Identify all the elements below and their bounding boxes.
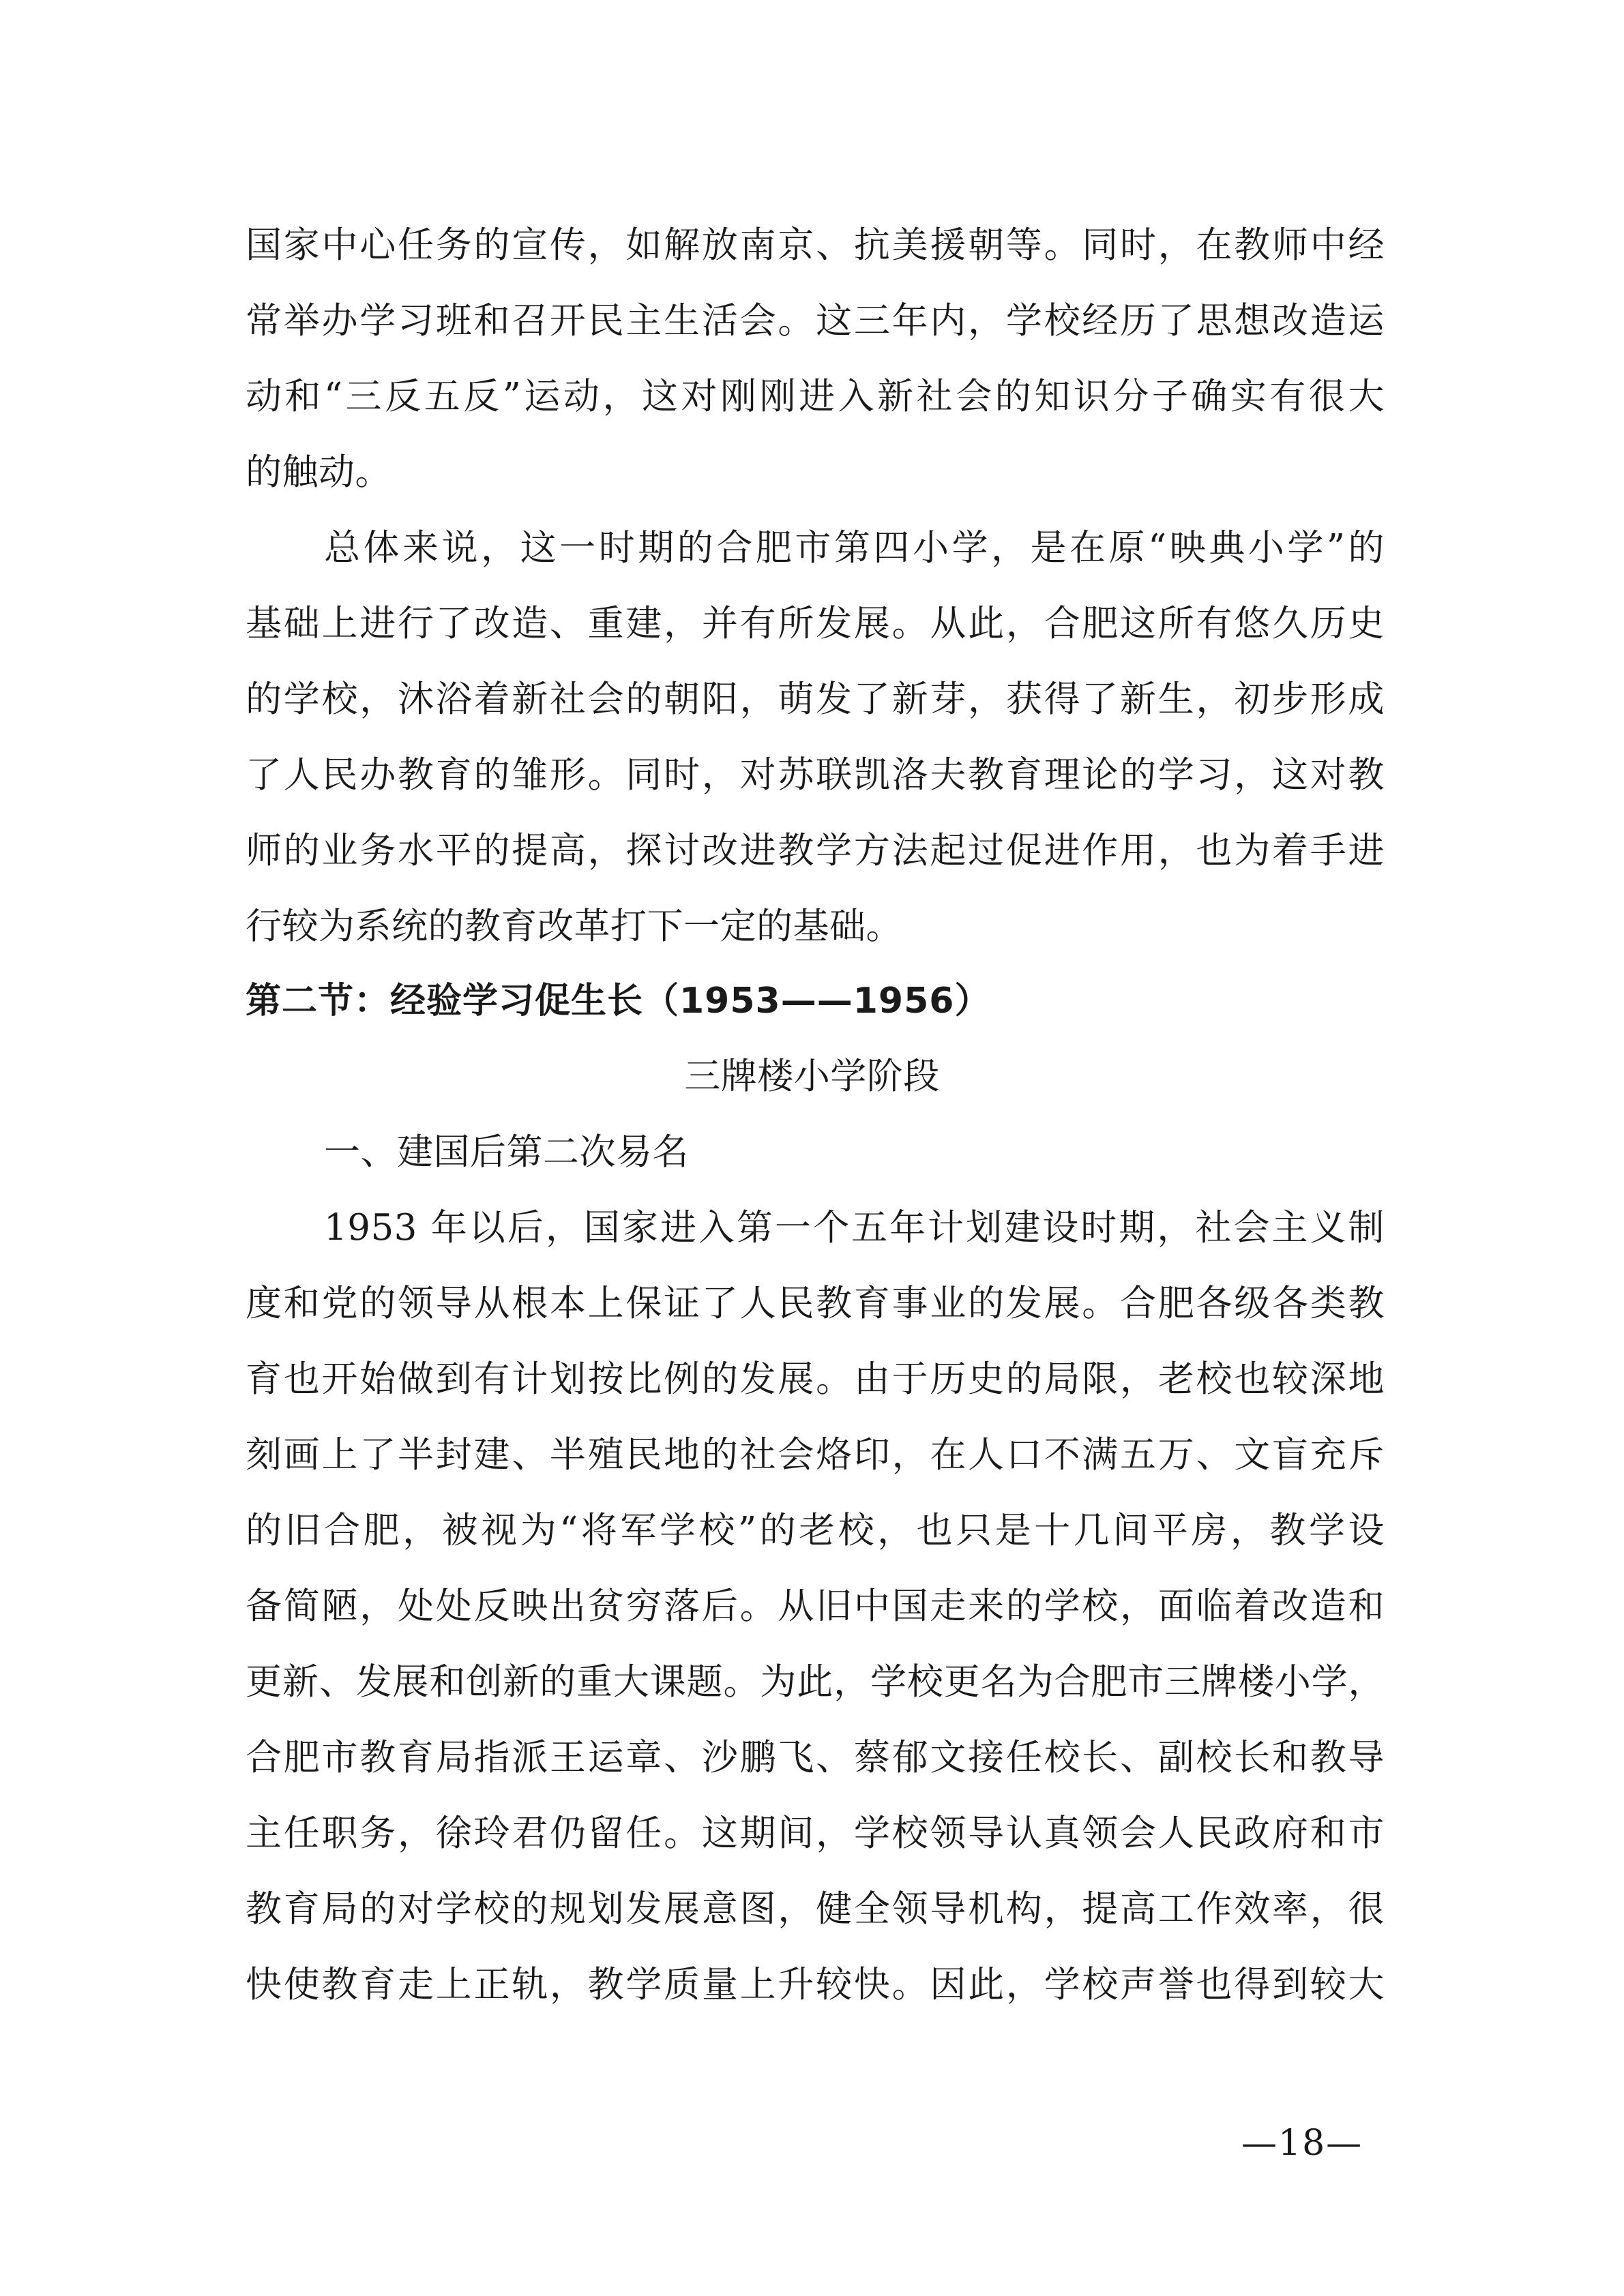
text-line: 的旧合肥，被视为“将军学校”的老校，也只是十几间平房，教学设 (246, 1510, 1385, 1551)
section-heading: 第二节：经验学习促生长（1953——1956） (246, 981, 991, 1022)
text-line: 国家中心任务的宣传，如解放南京、抗美援朝等。同时，在教师中经 (246, 224, 1385, 266)
text-line: 师的业务水平的提高，探讨改进教学方法起过促进作用，也为着手进 (246, 830, 1385, 871)
text-line: 更新、发展和创新的重大课题。为此，学校更名为合肥市三牌楼小学， (246, 1661, 1385, 1703)
text-line: 常举办学习班和召开民主生活会。这三年内，学校经历了思想改造运 (246, 300, 1385, 342)
text-line: 基础上进行了改造、重建，并有所发展。从此，合肥这所有悠久历史 (246, 603, 1385, 644)
text-line: 合肥市教育局指派王运章、沙鹏飞、蔡郁文接任校长、副校长和教导 (246, 1737, 1385, 1778)
text-line: 的学校，沐浴着新社会的朝阳，萌发了新芽，获得了新生，初步形成 (246, 679, 1385, 720)
page-number: —18— (1241, 2123, 1363, 2164)
text-line: 育也开始做到有计划按比例的发展。由于历史的局限，老校也较深地 (246, 1358, 1385, 1400)
text-line: 的触动。 (246, 451, 392, 493)
section-subtitle: 三牌楼小学阶段 (684, 1056, 940, 1097)
text-line: 备简陋，处处反映出贫穷落后。从旧中国走来的学校，面临着改造和 (246, 1585, 1385, 1627)
text-line: 刻画上了半封建、半殖民地的社会烙印，在人口不满五万、文盲充斥 (246, 1434, 1385, 1476)
text-line: 主任职务，徐玲君仍留任。这期间，学校领导认真领会人民政府和市 (246, 1813, 1385, 1854)
text-line: 了人民办教育的雏形。同时，对苏联凯洛夫教育理论的学习，这对教 (246, 754, 1385, 796)
paragraph-first-line: 1953 年以后，国家进入第一个五年计划建设时期，社会主义制 (324, 1207, 1385, 1249)
text-line: 教育局的对学校的规划发展意图，健全领导机构，提高工作效率，很 (246, 1888, 1385, 1930)
subsection-heading: 一、建国后第二次易名 (324, 1131, 689, 1173)
text-line: 度和党的领导从根本上保证了人民教育事业的发展。合肥各级各类教 (246, 1283, 1385, 1324)
text-line: 动和“三反五反”运动，这对刚刚进入新社会的知识分子确实有很大 (246, 376, 1385, 417)
text-line: 快使教育走上正轨，教学质量上升较快。因此，学校声誉也得到较大 (246, 1964, 1385, 2006)
paragraph-first-line: 总体来说，这一时期的合肥市第四小学，是在原“映典小学”的 (324, 527, 1385, 569)
text-line: 行较为系统的教育改革打下一定的基础。 (246, 906, 902, 947)
